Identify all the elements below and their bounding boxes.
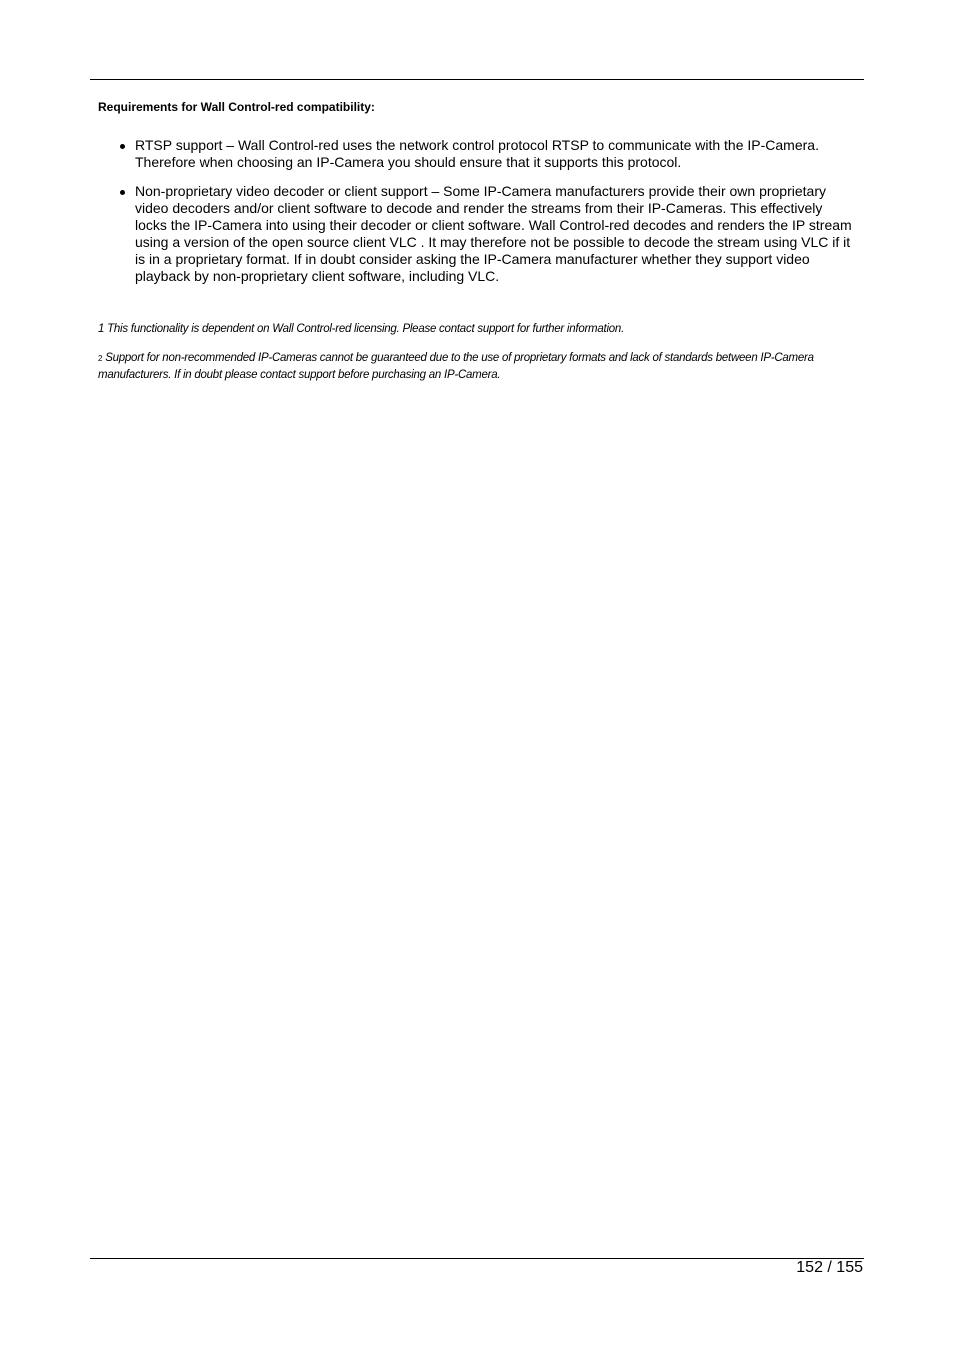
bullet-icon [120,190,125,195]
page-number: 152 / 155 [796,1259,863,1276]
list-item-text: Non-proprietary video decoder or client support – Some IP-Camera manufacturers provide their own proprietary video decoders and/or client software to decode and render the streams from their IP-Cameras. This effectively locks the IP-Camera into using their decoder or client software. Wall Control-red decodes and renders the IP stream using a version of the open source client VLC . It may therefore not be possible to decode the stream using VLC if it is in a proprietary format. If in doubt consider asking the IP-Camera manufacturer whether they support video playback by non-proprietary client software, including VLC. [135,183,852,284]
section-heading: Requirements for Wall Control-red compatibility: [98,100,375,114]
header-divider [90,79,864,80]
footnote-text: This functionality is dependent on Wall Control-red licensing. Please contact support for further information. [107,323,625,335]
requirements-list [98,137,854,285]
list-item [98,183,854,285]
footer-divider [90,1258,864,1259]
list-item [98,137,854,171]
footnote-2 [98,350,854,384]
footnote-marker: 2 [98,354,103,363]
list-item-text: RTSP support – Wall Control-red uses the network control protocol RTSP to communicate with the IP-Camera. Therefore when choosing an IP-Camera you should ensure that it supports this protocol. [135,137,819,170]
main-content [98,100,854,297]
footnote-marker: 1 [98,323,105,335]
footnote-1 [98,321,854,338]
bullet-icon [120,144,125,149]
footnote-text: Support for non-recommended IP-Cameras cannot be guaranteed due to the use of proprietary formats and lack of standards between IP-Camera manufacturers. If in doubt please contact support before purchasing an IP-Camera. [98,352,814,381]
